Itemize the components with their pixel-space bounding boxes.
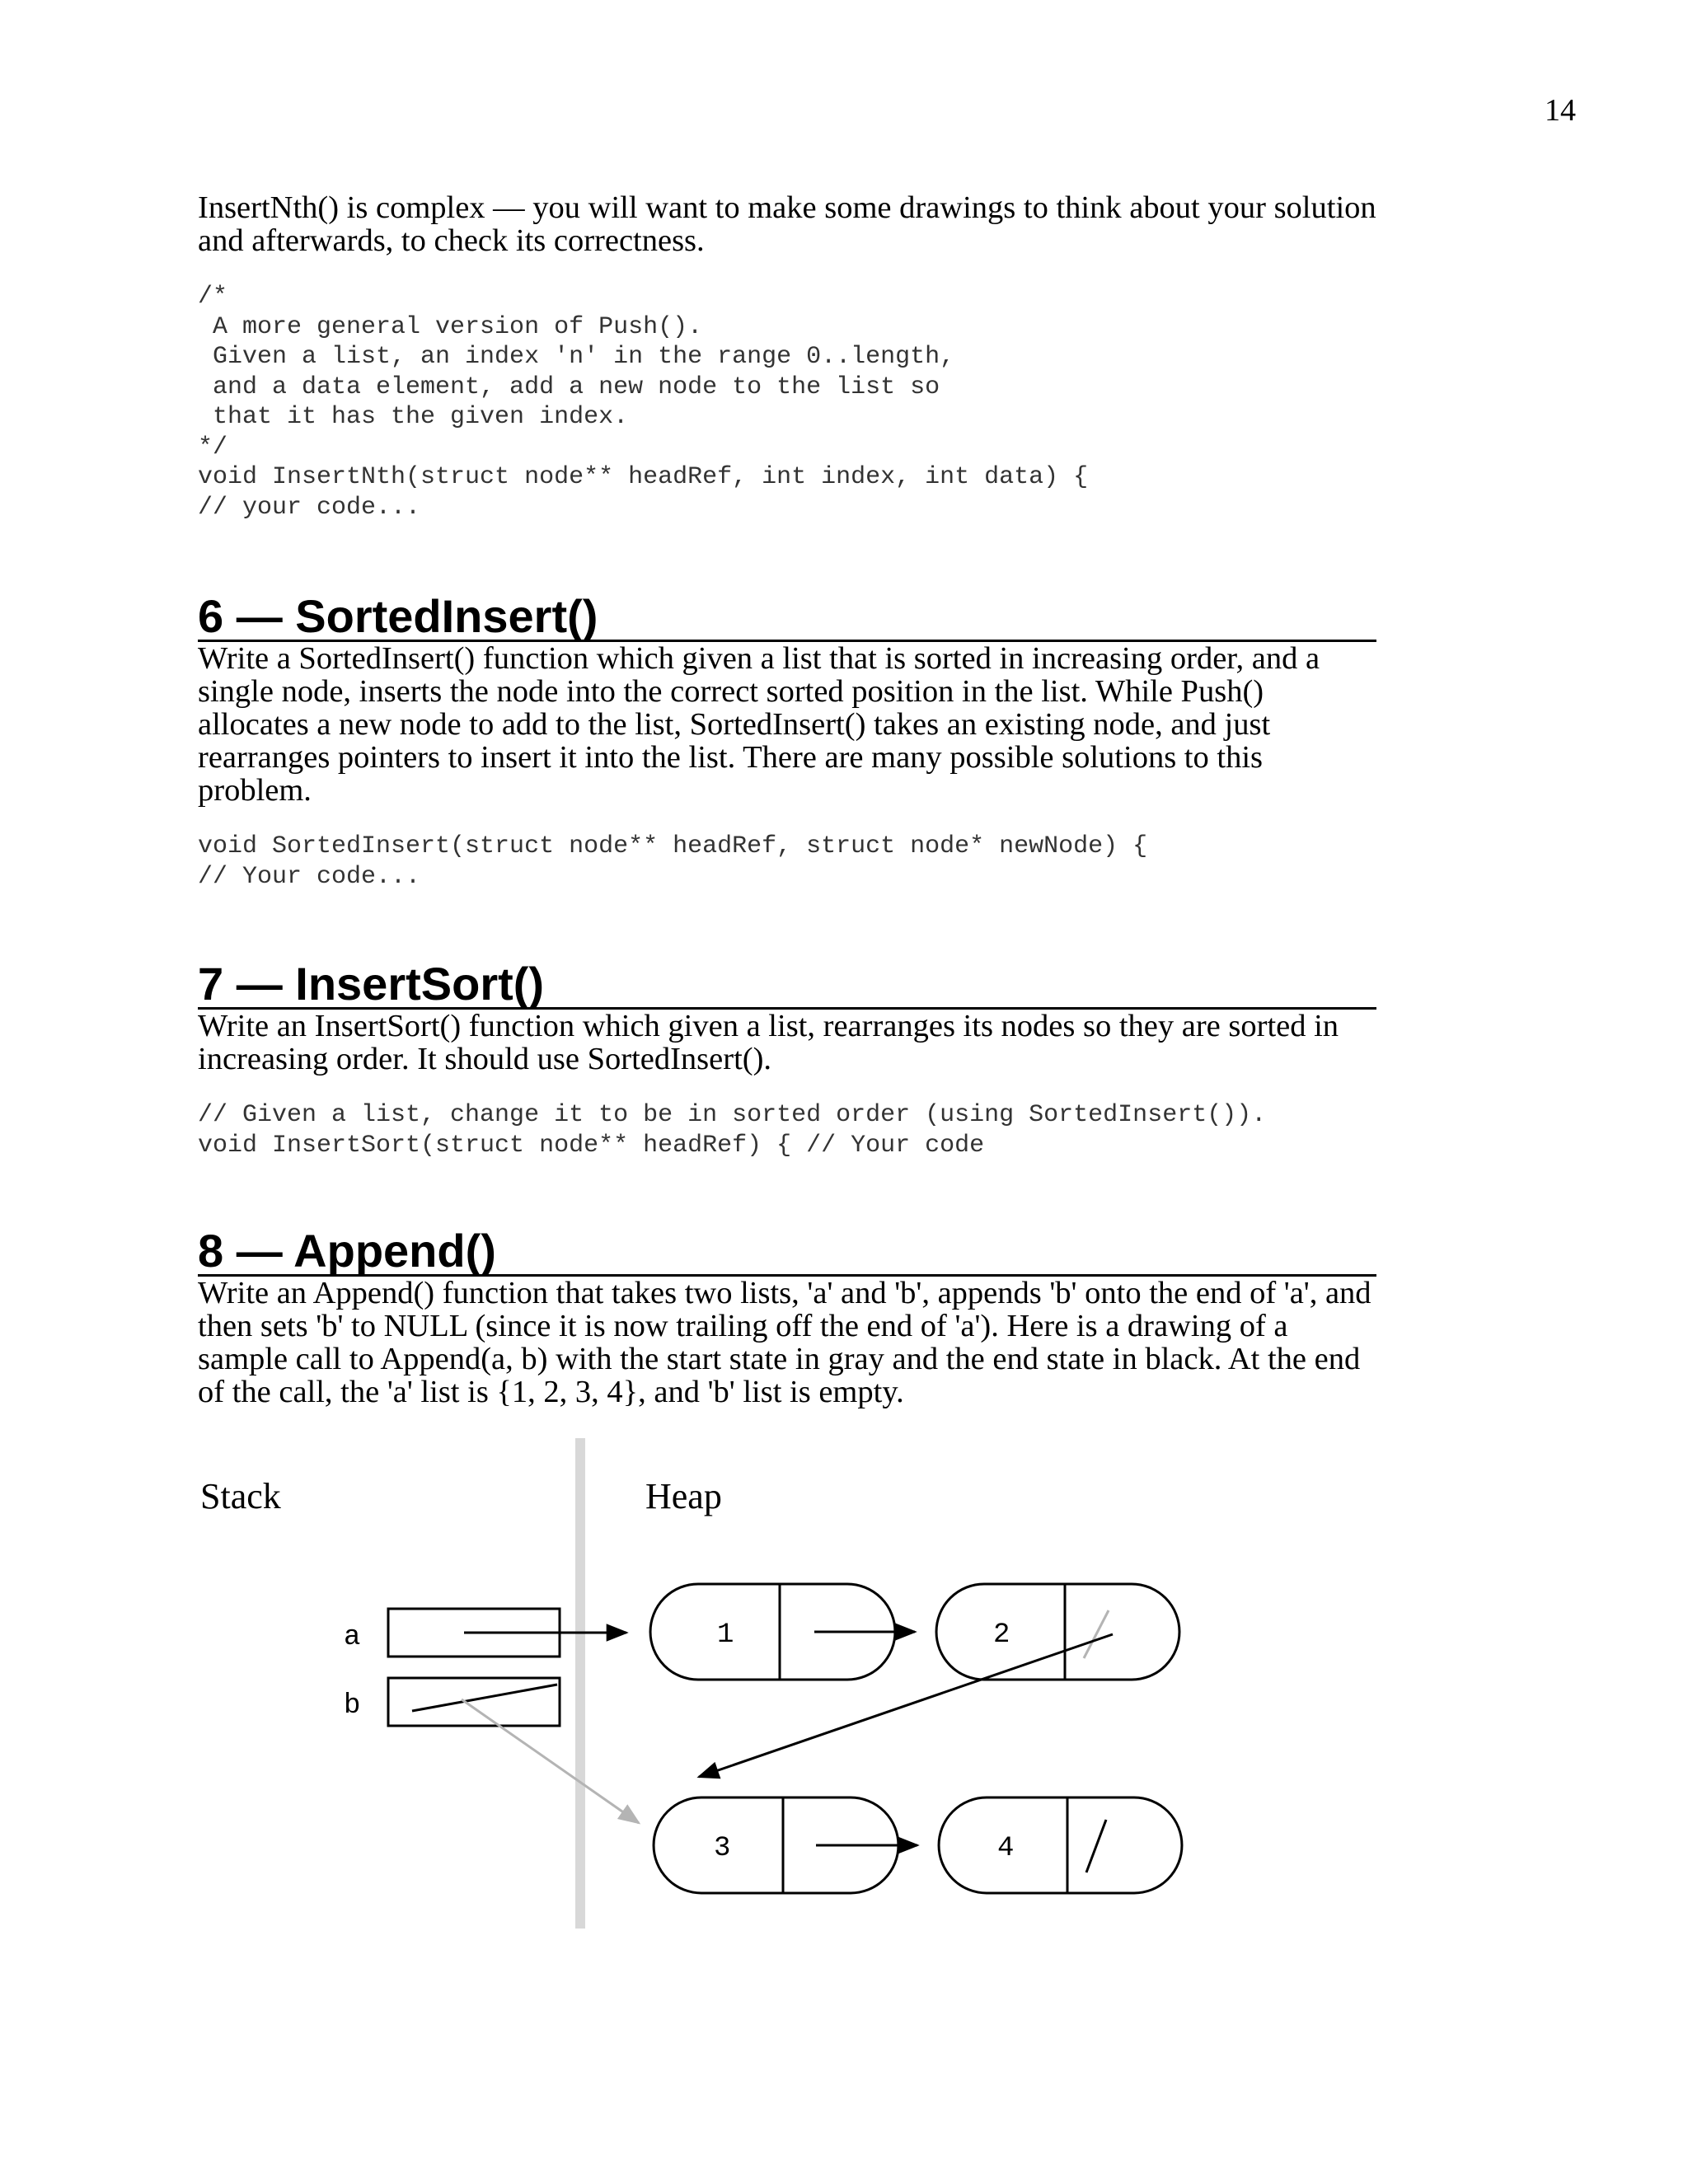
page-content bbox=[198, 191, 1376, 1408]
node-4 bbox=[939, 1797, 1182, 1893]
stack-heap-divider bbox=[575, 1438, 585, 1929]
section-text-sortedinsert: Write a SortedInsert() function which given a list that is sorted in increasing order, and a single node, inserts the node into the correct sorted position in the list. While Push() allocates a new node to add to the list, SortedInsert() takes an existing node, and just rearranges pointers to insert it into the list. There are many possible solutions to this problem. bbox=[198, 641, 1320, 808]
node-4-null-slash bbox=[1086, 1820, 1106, 1872]
section-heading-sortedinsert: 6 — SortedInsert() bbox=[198, 593, 1376, 642]
page-number: 14 bbox=[1545, 93, 1576, 128]
append-diagram bbox=[0, 1434, 1688, 1945]
code-block-sortedinsert: void SortedInsert(struct node** headRef, struct node* newNode) { // Your code... bbox=[198, 832, 1148, 891]
variable-b-label: b bbox=[344, 1690, 361, 1722]
node-2 bbox=[936, 1584, 1179, 1680]
variable-a-label: a bbox=[344, 1622, 361, 1653]
section-heading-insertsort: 7 — InsertSort() bbox=[198, 961, 1376, 1010]
node-3-value: 3 bbox=[714, 1833, 731, 1864]
variable-b-box bbox=[388, 1678, 560, 1726]
node-4-value: 4 bbox=[997, 1833, 1015, 1864]
b-null-slash bbox=[412, 1685, 557, 1711]
node-1-value: 1 bbox=[717, 1619, 734, 1651]
b-old-pointer-arrow bbox=[462, 1699, 639, 1823]
node-2-value: 2 bbox=[993, 1619, 1010, 1651]
stack-label: Stack bbox=[200, 1476, 281, 1516]
section-text-insertsort: Write an InsertSort() function which given a list, rearranges its nodes so they are sorted in increasing order. It should use SortedInsert(). bbox=[198, 1009, 1339, 1076]
code-block-insertsort: // Given a list, change it to be in sorted order (using SortedInsert()). void InsertSort(struct node** headRef) { // Your code bbox=[198, 1101, 1267, 1160]
node-2-old-null-slash bbox=[1084, 1610, 1109, 1658]
section-heading-append: 8 — Append() bbox=[198, 1228, 1376, 1277]
code-block-insertnth: /* A more general version of Push(). Given a list, an index 'n' in the range 0..length, and a data element, add a new node to the list so that it has the given index. */ void InsertNth(struct node** headRef, int index, int data) { // your code... bbox=[198, 283, 1089, 522]
heap-label: Heap bbox=[645, 1476, 722, 1516]
intro-paragraph: InsertNth() is complex — you will want to make some drawings to think about your solution and afterwards, to check its correctness. bbox=[198, 190, 1376, 258]
section-text-append: Write an Append() function that takes two lists, 'a' and 'b', appends 'b' onto the end of 'a', and then sets 'b' to NULL (since it is now trailing off the end of 'a'). Here is a drawing of a sample call to Append(a, b) with the start state in gray and the end state in black. At the end of the call, the 'a' list is {1, 2, 3, 4}, and 'b' list is empty. bbox=[198, 1276, 1372, 1409]
node-2-next-arrow bbox=[699, 1634, 1113, 1777]
